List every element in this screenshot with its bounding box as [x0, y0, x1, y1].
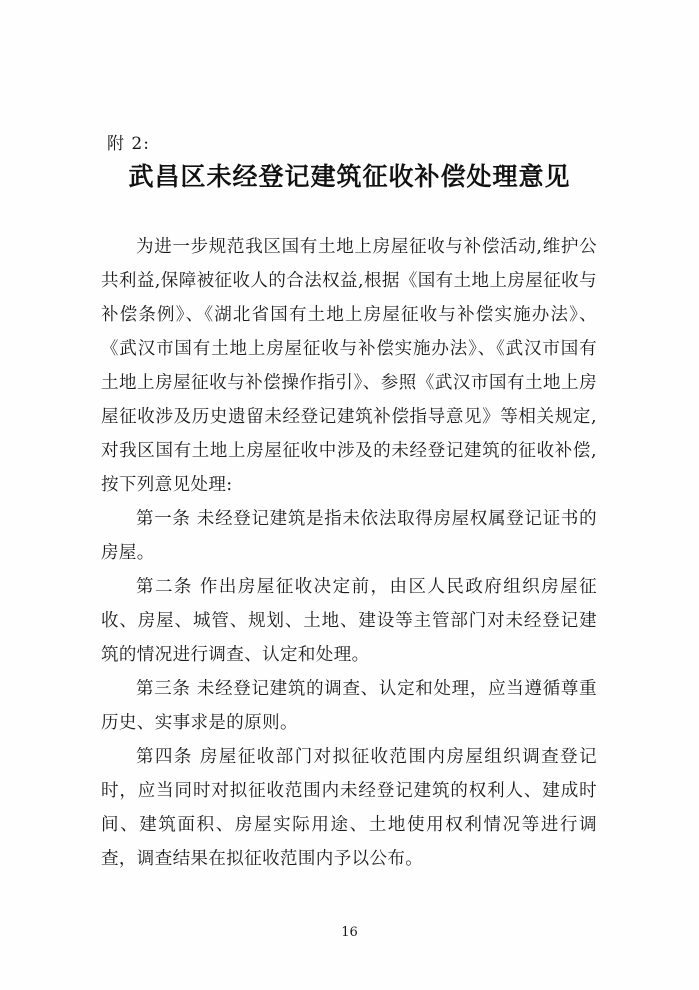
- paragraph-article-3: 第三条 未经登记建筑的调查、认定和处理，应当遵循尊重历史、实事求是的原则。: [101, 679, 597, 733]
- page-number: 16: [341, 925, 358, 940]
- paragraph-intro: 为进一步规范我区国有土地上房屋征收与补偿活动,维护公共利益,保障被征收人的合法权益,根据《国有土地上房屋征收与补偿条例》、《湖北省国有土地上房屋征收与补偿实施办法》、《武汉市国有土地上房屋征收与补偿实施办法》、《武汉市国有土地上房屋征收与补偿操作指引》、参照《武汉市国有土地上房屋征收涉及历史遗留未经登记建筑补偿指导意见》等相关规定,对我区国有土地上房屋征收中涉及的未经登记建筑的征收补偿,按下列意见处理:: [101, 237, 597, 495]
- document-title: 武昌区未经登记建筑征收补偿处理意见: [128, 162, 571, 191]
- paragraph-article-2: 第二条 作出房屋征收决定前，由区人民政府组织房屋征收、房屋、城管、规划、土地、建设等主管部门对未经登记建筑的情况进行调查、认定和处理。: [101, 577, 597, 665]
- document-body: [101, 230, 597, 876]
- annex-label: 附 2:: [107, 134, 150, 154]
- paragraph-article-4: 第四条 房屋征收部门对拟征收范围内房屋组织调查登记时，应当同时对拟征收范围内未经登记建筑的权利人、建成时间、建筑面积、房屋实际用途、土地使用权利情况等进行调查，调查结果在拟征收范围内予以公布。: [101, 747, 597, 869]
- paragraph-article-1: 第一条 未经登记建筑是指未依法取得房屋权属登记证书的房屋。: [101, 509, 597, 563]
